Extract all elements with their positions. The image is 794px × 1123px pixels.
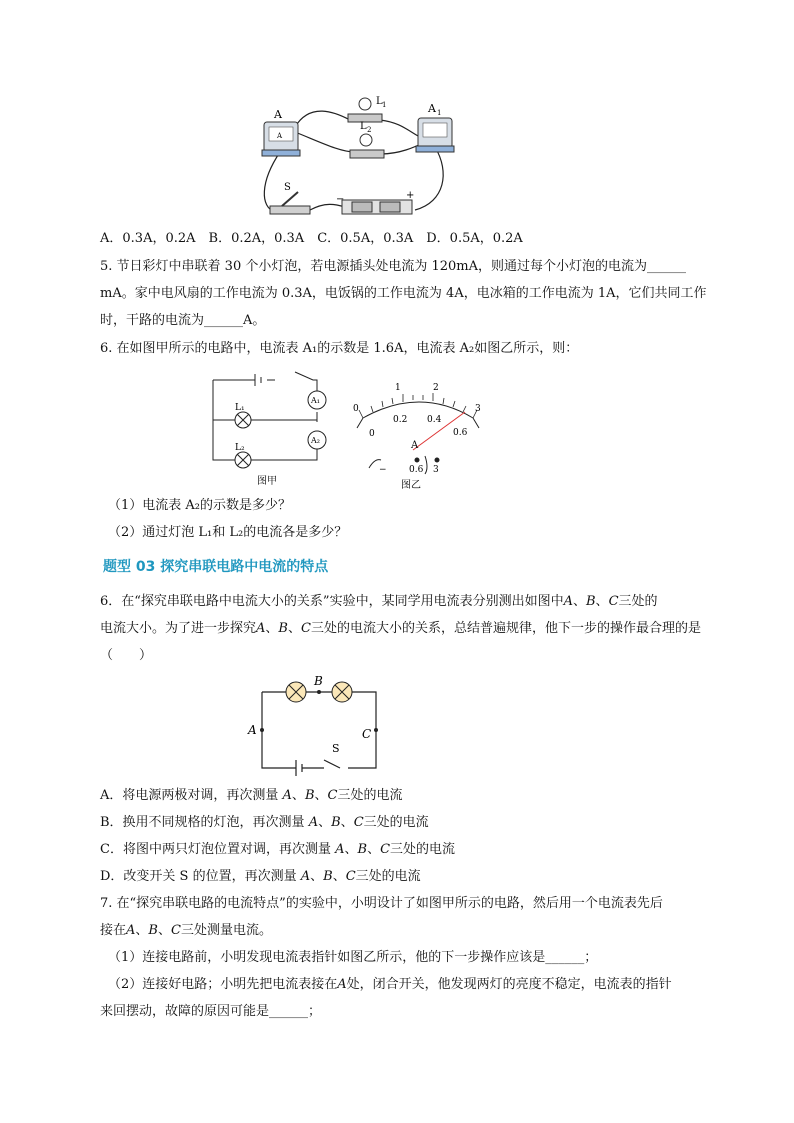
dial-scale bbox=[357, 393, 479, 428]
svg-text:0.6: 0.6 bbox=[453, 428, 468, 438]
q7-line2: 接在A、B、C三处测量电流。 bbox=[100, 923, 272, 938]
svg-text:3: 3 bbox=[433, 465, 439, 475]
svg-text:A: A bbox=[428, 102, 436, 115]
svg-text:1: 1 bbox=[382, 101, 387, 109]
svg-text:L: L bbox=[360, 121, 367, 132]
svg-text:2: 2 bbox=[367, 126, 372, 134]
svg-text:L₁: L₁ bbox=[235, 403, 245, 413]
physical-circuit-figure bbox=[240, 92, 460, 222]
wire bbox=[415, 147, 443, 210]
switch-s bbox=[270, 182, 310, 214]
wire bbox=[380, 120, 420, 137]
bulb-2-symbol bbox=[332, 682, 352, 702]
point-a bbox=[260, 728, 264, 732]
q6b-line2: 电流大小。为了进一步探究A、B、C三处的电流大小的关系，总结普遍规律，他下一步的操作最合理的是 bbox=[100, 621, 701, 636]
svg-text:+: + bbox=[406, 190, 415, 201]
svg-text:L: L bbox=[376, 96, 383, 107]
svg-text:0.2: 0.2 bbox=[393, 415, 408, 425]
q6b-option-d: D．改变开关 S 的位置，再次测量 A、B、C三处的电流 bbox=[100, 869, 421, 884]
series-circuit-figure bbox=[240, 672, 390, 782]
figure-yi bbox=[345, 378, 485, 490]
bulb-1-symbol bbox=[286, 682, 306, 702]
svg-text:0.4: 0.4 bbox=[427, 415, 442, 425]
point-b bbox=[317, 690, 321, 694]
svg-text:A₁: A₁ bbox=[311, 396, 320, 405]
svg-text:0.6: 0.6 bbox=[409, 465, 424, 475]
q6a-sub1: （1）电流表 A₂的示数是多少？ bbox=[108, 498, 292, 513]
q5-line2: mA。家中电风扇的工作电流为 0.3A，电饭锅的工作电流为 4A，电冰箱的工作电流为 1A，它们共同工作 bbox=[100, 286, 707, 301]
q5-line1: 5. 节日彩灯中串联着 30 个小灯泡，若电源插头处电流为 120mA，则通过每个小灯泡的电流为______ bbox=[100, 259, 687, 274]
q5-line3: 时，干路的电流为______A。 bbox=[100, 313, 266, 328]
wire bbox=[264, 152, 280, 212]
svg-text:S: S bbox=[284, 182, 291, 193]
svg-text:A: A bbox=[248, 723, 257, 737]
q6a-stem: 6. 在如图甲所示的电路中，电流表 A₁的示数是 1.6A，电流表 A₂如图乙所示，则： bbox=[100, 341, 579, 356]
section-title: 题型 03 探究串联电路中电流的特点 bbox=[103, 559, 329, 575]
q7-line4: 来回摆动，故障的原因可能是______； bbox=[100, 1004, 322, 1019]
bulb-l1 bbox=[348, 96, 386, 122]
svg-text:A: A bbox=[277, 132, 283, 140]
svg-text:0: 0 bbox=[369, 429, 375, 439]
ammeter-a bbox=[262, 108, 300, 156]
q7-line1: 7. 在“探究串联电路的电流特点”的实验中，小明设计了如图甲所示的电路，然后用一个电流表先后 bbox=[100, 896, 663, 911]
svg-text:0: 0 bbox=[353, 404, 359, 414]
wire bbox=[295, 132, 355, 152]
svg-text:A: A bbox=[411, 440, 419, 451]
svg-text:L₂: L₂ bbox=[235, 443, 245, 453]
q7-sub2: （2）连接好电路；小明先把电流表接在A处，闭合开关，他发现两灯的亮度不稳定，电流表的指针 bbox=[108, 977, 672, 992]
wire bbox=[295, 111, 350, 127]
svg-text:−: − bbox=[379, 465, 387, 475]
q6b-option-c: C．将图中两只灯泡位置对调，再次测量 A、B、C三处的电流 bbox=[100, 842, 456, 857]
caption-yi: 图乙 bbox=[401, 480, 421, 490]
figure-jia bbox=[205, 368, 335, 490]
ammeter-a1 bbox=[416, 102, 454, 152]
battery bbox=[336, 190, 414, 214]
wire bbox=[310, 204, 345, 210]
q6b-option-a: A．将电源两极对调，再次测量 A、B、C三处的电流 bbox=[100, 788, 403, 803]
svg-text:2: 2 bbox=[433, 383, 439, 393]
q6a-sub2: （2）通过灯泡 L₁和 L₂的电流各是多少？ bbox=[108, 525, 348, 540]
caption-jia: 图甲 bbox=[257, 476, 277, 487]
svg-text:1: 1 bbox=[437, 109, 442, 117]
q4-options: A．0.3A，0.2A B．0.2A，0.3A C．0.5A，0.3A D．0.5A，0.2A bbox=[100, 231, 523, 246]
svg-text:B: B bbox=[314, 674, 323, 688]
svg-text:S: S bbox=[332, 742, 340, 755]
svg-text:C: C bbox=[362, 727, 372, 741]
svg-text:−: − bbox=[336, 194, 345, 205]
q6b-line1: 6．在“探究串联电路中电流大小的关系”实验中，某同学用电流表分别测出如图中A、B、C三处的 bbox=[100, 594, 658, 609]
q6b-line3: （ ） bbox=[100, 648, 153, 663]
point-c bbox=[374, 728, 378, 732]
svg-text:A₂: A₂ bbox=[311, 436, 320, 445]
q6b-option-b: B．换用不同规格的灯泡，再次测量 A、B、C三处的电流 bbox=[100, 815, 429, 830]
svg-text:1: 1 bbox=[395, 383, 401, 393]
label-a: A bbox=[274, 108, 282, 121]
svg-text:3: 3 bbox=[475, 404, 481, 414]
q7-sub1: （1）连接电路前，小明发现电流表指针如图乙所示，他的下一步操作应该是______； bbox=[108, 950, 598, 965]
bulb-l2 bbox=[350, 121, 384, 158]
